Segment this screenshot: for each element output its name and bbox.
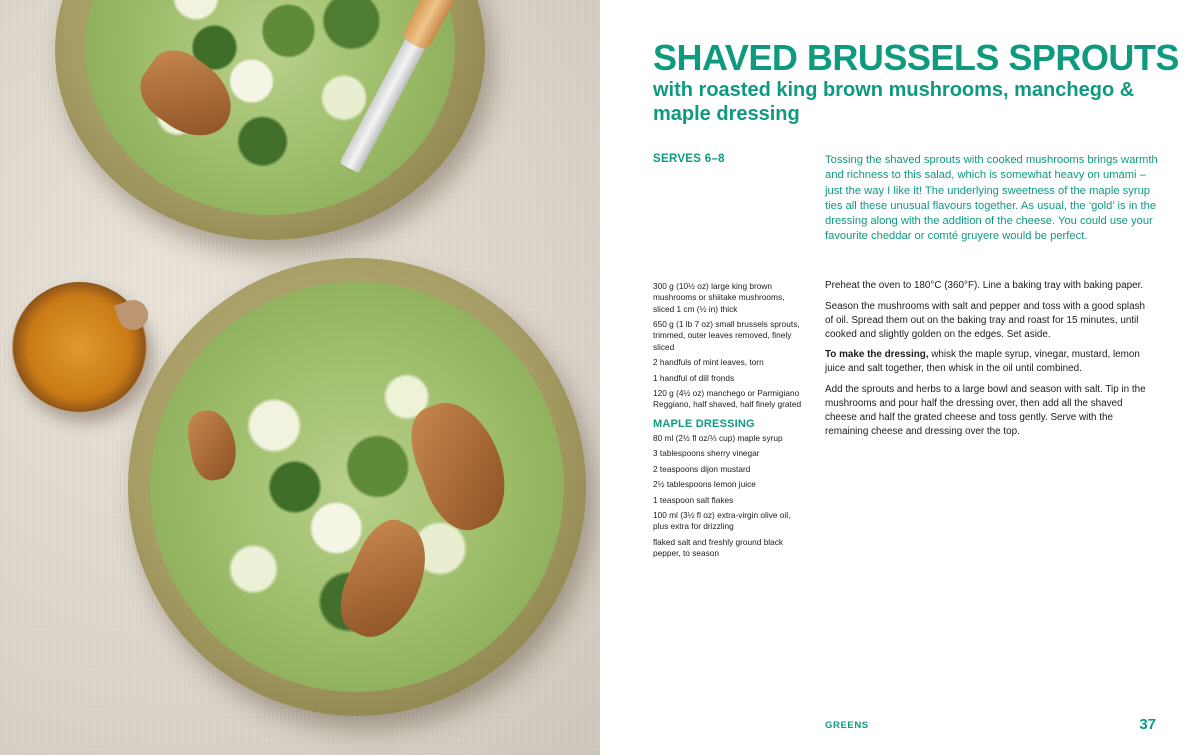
method-step-4: Add the sprouts and herbs to a large bowl and season with salt. Tip in the mushrooms and pour half the dressing over, then add all the shaved cheese and half the grated cheese and toss gently. Serve with the remaining cheese and dressing over the top.: [825, 384, 1146, 438]
recipe-title: SHAVED BRUSSELS SPROUTS: [653, 37, 1179, 78]
dressing-ingredient-item: 80 ml (2½ fl oz/⅓ cup) maple syrup: [653, 432, 783, 443]
dressing-ingredient-item: flaked salt and freshly ground black pepper, to season: [653, 536, 784, 559]
dressing-ingredient-item: 3 tablespoons sherry vinegar: [653, 448, 760, 459]
ingredient-item: 2 handfuls of mint leaves, torn: [653, 357, 764, 368]
method-step-3: [825, 348, 1155, 376]
method-steps: [825, 279, 1155, 446]
ingredient-item: 650 g (1 lb 7 oz) small brussels sprouts, trimmed, outer leaves removed, finely sliced: [653, 319, 800, 352]
dressing-ingredient-item: 2½ tablespoons lemon juice: [653, 479, 756, 490]
dressing-ingredient-item: 1 teaspoon salt flakes: [653, 494, 734, 505]
serves-label: SERVES 6–8: [653, 153, 725, 165]
recipe-page: [600, 0, 1200, 755]
footer-section-label: GREENS: [825, 720, 869, 731]
dressing-ingredient-item: 2 teaspoons dijon mustard: [653, 463, 751, 474]
dressing-ingredient-item: 100 ml (3½ fl oz) extra-virgin olive oil, plus extra for drizzling: [653, 510, 791, 532]
ingredients-list: [653, 281, 803, 564]
recipe-subtitle: with roasted king brown mushrooms, manchego & maple dressing: [653, 79, 1135, 125]
ingredient-item: 1 handful of dill fronds: [653, 372, 735, 383]
method-step-3-lead: To make the dressing,: [825, 349, 929, 361]
method-step-2: Season the mushrooms with salt and pepper and toss with a good splash of oil. Spread them out on the baking tray and roast for 15 minutes, until cooked and slightly golden on the edges. Set aside.: [825, 300, 1146, 340]
dressing-heading: MAPLE DRESSING: [653, 417, 755, 430]
recipe-intro: Tossing the shaved sprouts with cooked mushrooms brings warmth and richness to this salad, which is somewhat heavy on umami – just the way I like it! The underlying sweetness of the maple syrup ties all these unusual flavours together. As usual, the ‘gold’ is in the dressing along with the addition of the cheese. You could use your favourite cheddar or comté gruyere would be perfect.: [825, 154, 1158, 243]
ingredient-item: 300 g (10½ oz) large king brown mushrooms or shiitake mushrooms, sliced 1 cm (½ in) thick: [653, 281, 785, 314]
page-number: 37: [1139, 716, 1156, 733]
method-step-3-text: whisk the maple syrup, vinegar, mustard, lemon juice and salt together, then whisk in the oil until combined.: [825, 349, 1140, 375]
ingredient-item: 120 g (4½ oz) manchego or Parmigiano Reggiano, half shaved, half finely grated: [653, 388, 802, 410]
method-step-1: Preheat the oven to 180°C (360°F). Line a baking tray with baking paper.: [825, 280, 1144, 291]
